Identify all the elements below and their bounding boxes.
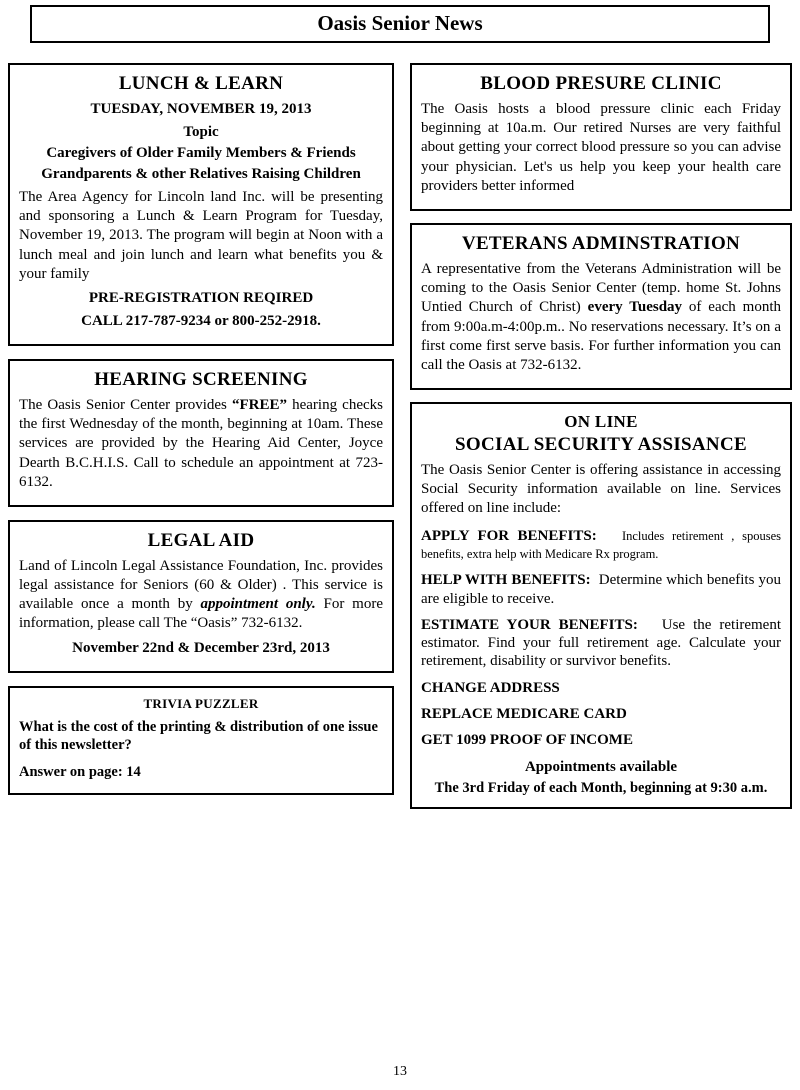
content-columns bbox=[0, 63, 800, 809]
trivia-question: What is the cost of the printing & distribution of one issue of this newsletter? bbox=[19, 718, 378, 753]
benefit-estimate-label: ESTIMATE YOUR BENEFITS: bbox=[421, 616, 638, 633]
veterans-title: VETERANS ADMINSTRATION bbox=[461, 232, 741, 254]
legal-aid-title: LEGAL AID bbox=[147, 529, 255, 551]
hearing-screening-body bbox=[19, 396, 383, 492]
social-security-title-line2: SOCIAL SECURITY ASSISANCE bbox=[455, 434, 747, 456]
hearing-body-part1: The Oasis Senior Center provides bbox=[19, 396, 232, 413]
veterans-body bbox=[421, 260, 781, 375]
page-title: Oasis Senior News bbox=[30, 5, 770, 43]
lunch-learn-phone: CALL 217-787-9234 or 800-252-2918. bbox=[81, 312, 321, 329]
benefit-help-label: HELP WITH BENEFITS: bbox=[421, 572, 591, 589]
lunch-learn-topic-line1: Caregivers of Older Family Members & Friends bbox=[46, 145, 356, 161]
benefit-apply-desc: Includes retirement , spouses benefits, extra help with Medicare Rx program. bbox=[421, 528, 781, 561]
section-blood-pressure-clinic bbox=[410, 63, 792, 211]
lunch-learn-topic-line2: Grandparents & other Relatives Raising Children bbox=[41, 166, 361, 182]
trivia-answer: Answer on page: 14 bbox=[19, 763, 141, 780]
benefit-help bbox=[421, 571, 781, 608]
lunch-learn-topic-label: Topic bbox=[183, 124, 219, 140]
hearing-body-bold: “FREE” bbox=[231, 396, 287, 413]
benefit-apply bbox=[421, 527, 781, 564]
benefit-help-desc: Determine which benefits you are eligible to receive. bbox=[421, 572, 781, 607]
veterans-body-part1: A representative from the Veterans Administration will be coming to the Oasis Senior Center (temp. home St. Johns Untied Church of Christ) bbox=[421, 260, 781, 316]
social-appointments-schedule: The 3rd Friday of each Month, beginning at 9:30 a.m. bbox=[434, 779, 768, 796]
section-lunch-and-learn bbox=[8, 63, 394, 346]
legal-aid-body bbox=[19, 557, 383, 634]
blood-pressure-title: BLOOD PRESURE CLINIC bbox=[480, 73, 722, 94]
blood-pressure-body: The Oasis hosts a blood pressure clinic each Friday beginning at 10a.m. Our retired Nurses are very faithful about getting your correct blood pressure so you can advise your physician. Let's us help you keep your health care providers better informed bbox=[421, 101, 781, 194]
social-line-change-address: CHANGE ADDRESS bbox=[421, 679, 560, 696]
social-appointments-available: Appointments available bbox=[524, 758, 678, 775]
veterans-body-part2: of each month from 9:00a.m-4:00p.m.. No reservations necessary. It’s on a first come first serve basis. For further information you can call the Oasis at 732-6132. bbox=[421, 299, 781, 373]
lunch-learn-title: LUNCH & LEARN bbox=[118, 73, 284, 94]
legal-body-part2: For more information, please call The “Oasis” 732-6132. bbox=[19, 596, 383, 632]
legal-aid-dates: November 22nd & December 23rd, 2013 bbox=[72, 639, 330, 656]
lunch-learn-body: The Area Agency for Lincoln land Inc. will be presenting and sponsoring a Lunch & Learn Program for Tuesday, November 19, 2013. The program will begin at Noon with a lunch meal and join lunch and learn what benefits you & your family bbox=[19, 189, 383, 282]
veterans-body-bold: every Tuesday bbox=[587, 299, 683, 316]
lunch-learn-preregistration: PRE-REGISTRATION REQIRED bbox=[88, 289, 314, 306]
section-veterans-administration bbox=[410, 223, 792, 390]
left-column bbox=[8, 63, 394, 795]
social-line-replace-medicare-card: REPLACE MEDICARE CARD bbox=[421, 705, 627, 722]
legal-body-part1: Land of Lincoln Legal Assistance Foundation, Inc. provides legal assistance for Seniors (60 & Older) . This service is available once a month by bbox=[19, 557, 383, 613]
lunch-learn-date: TUESDAY, NOVEMBER 19, 2013 bbox=[90, 101, 312, 117]
benefit-estimate-desc: Use the retirement estimator. Find your full retirement age. Calculate your retirement, disability or survivor benefits. bbox=[421, 616, 782, 670]
section-trivia-puzzler bbox=[8, 686, 394, 795]
benefit-estimate bbox=[421, 616, 781, 671]
social-line-get-1099: GET 1099 PROOF OF INCOME bbox=[421, 731, 633, 748]
benefit-apply-label: APPLY FOR BENEFITS: bbox=[421, 527, 597, 544]
social-security-intro: The Oasis Senior Center is offering assistance in accessing Social Security information available on line. Services offered on line include: bbox=[421, 462, 781, 517]
section-legal-aid bbox=[8, 520, 394, 673]
section-hearing-screening bbox=[8, 359, 394, 507]
trivia-title: TRIVIA PUZZLER bbox=[143, 695, 259, 711]
right-column bbox=[410, 63, 792, 809]
social-security-title-line1: ON LINE bbox=[564, 412, 638, 432]
hearing-body-part2: hearing checks the first Wednesday of the month, beginning at 10am. These services are provided by the Hearing Aid Center, Joyce Dearth B.C.H.I.S. Call to schedule an appointment at 723-6132. bbox=[19, 396, 383, 490]
hearing-screening-title: HEARING SCREENING bbox=[94, 368, 308, 390]
section-social-security-assistance bbox=[410, 402, 792, 809]
page-number: 13 bbox=[393, 1064, 407, 1079]
legal-body-bold-italic: appointment only. bbox=[200, 596, 316, 613]
